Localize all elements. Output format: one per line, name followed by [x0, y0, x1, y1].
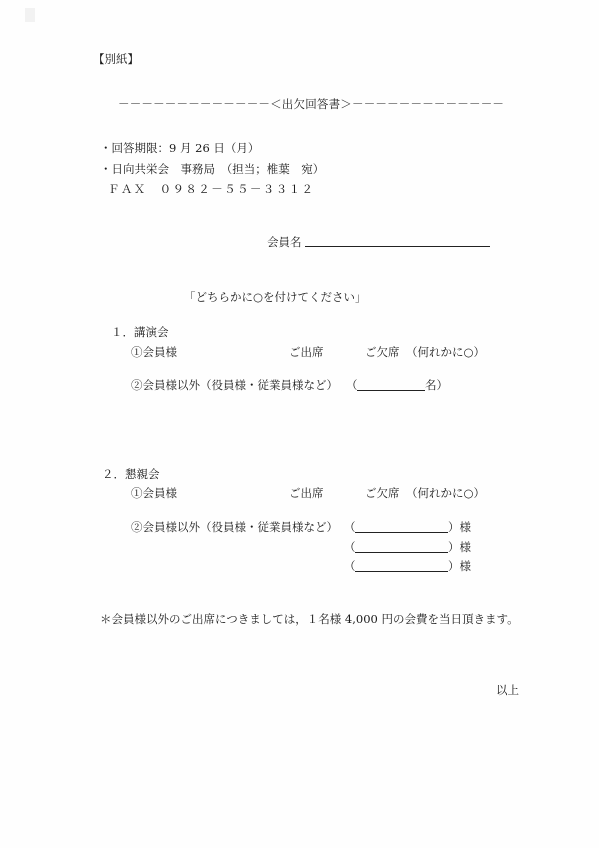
section1-count-suffix: 名）: [425, 378, 448, 392]
section1-absent-option[interactable]: ご欠席: [365, 345, 400, 359]
section1-count-field[interactable]: [357, 390, 425, 391]
section1-others-label: ②会員様以外（役員様・従業員様など）: [131, 378, 338, 392]
section1-member-label: ①会員様: [131, 345, 177, 359]
instruction-text: 「どちらかに○を付けてください」: [184, 290, 367, 304]
page-title: －－－－－－－－－－－－－＜出欠回答書＞－－－－－－－－－－－－－: [118, 97, 505, 111]
recipient-line: ・日向共栄会 事務局 （担当；椎葉 宛）: [100, 162, 325, 176]
guest-name-field-3[interactable]: [355, 571, 448, 572]
member-name-label: 会員名: [267, 235, 302, 249]
section2-attend-option[interactable]: ご出席: [289, 486, 324, 500]
guest-line-3-open: （: [344, 559, 356, 573]
section2-choice-note: （何れかに○）: [406, 486, 486, 500]
guest-name-field-2[interactable]: [355, 552, 448, 553]
fax-line: ＦＡＸ ０９８２－５５－３３１２: [108, 182, 315, 196]
guest-line-2-open: （: [344, 540, 356, 554]
deadline-line: ・回答期限：9 月 26 日（月）: [100, 141, 260, 155]
attachment-label: 【別紙】: [93, 52, 139, 66]
section2-member-label: ①会員様: [131, 486, 177, 500]
section2-absent-option[interactable]: ご欠席: [365, 486, 400, 500]
fee-note: ＊会員様以外のご出席につきましては，１名様 4,000 円の会費を当日頂きます。: [100, 612, 519, 626]
section1-attend-option[interactable]: ご出席: [289, 345, 324, 359]
section2-heading: ２．懇親会: [102, 467, 160, 481]
section1-count-open-paren: （: [346, 378, 358, 392]
guest-line-1-close: ）様: [448, 520, 471, 534]
section2-others-label: ②会員様以外（役員様・従業員様など）: [131, 520, 338, 534]
guest-line-1-open: （: [344, 520, 356, 534]
show-through-mark: [25, 8, 35, 22]
guest-line-2-close: ）様: [448, 540, 471, 554]
closing-text: 以上: [496, 683, 519, 697]
member-name-field[interactable]: [305, 246, 490, 247]
guest-line-3-close: ）様: [448, 559, 471, 573]
section1-choice-note: （何れかに○）: [406, 345, 486, 359]
section1-heading: １．講演会: [111, 325, 169, 339]
guest-name-field-1[interactable]: [355, 532, 448, 533]
